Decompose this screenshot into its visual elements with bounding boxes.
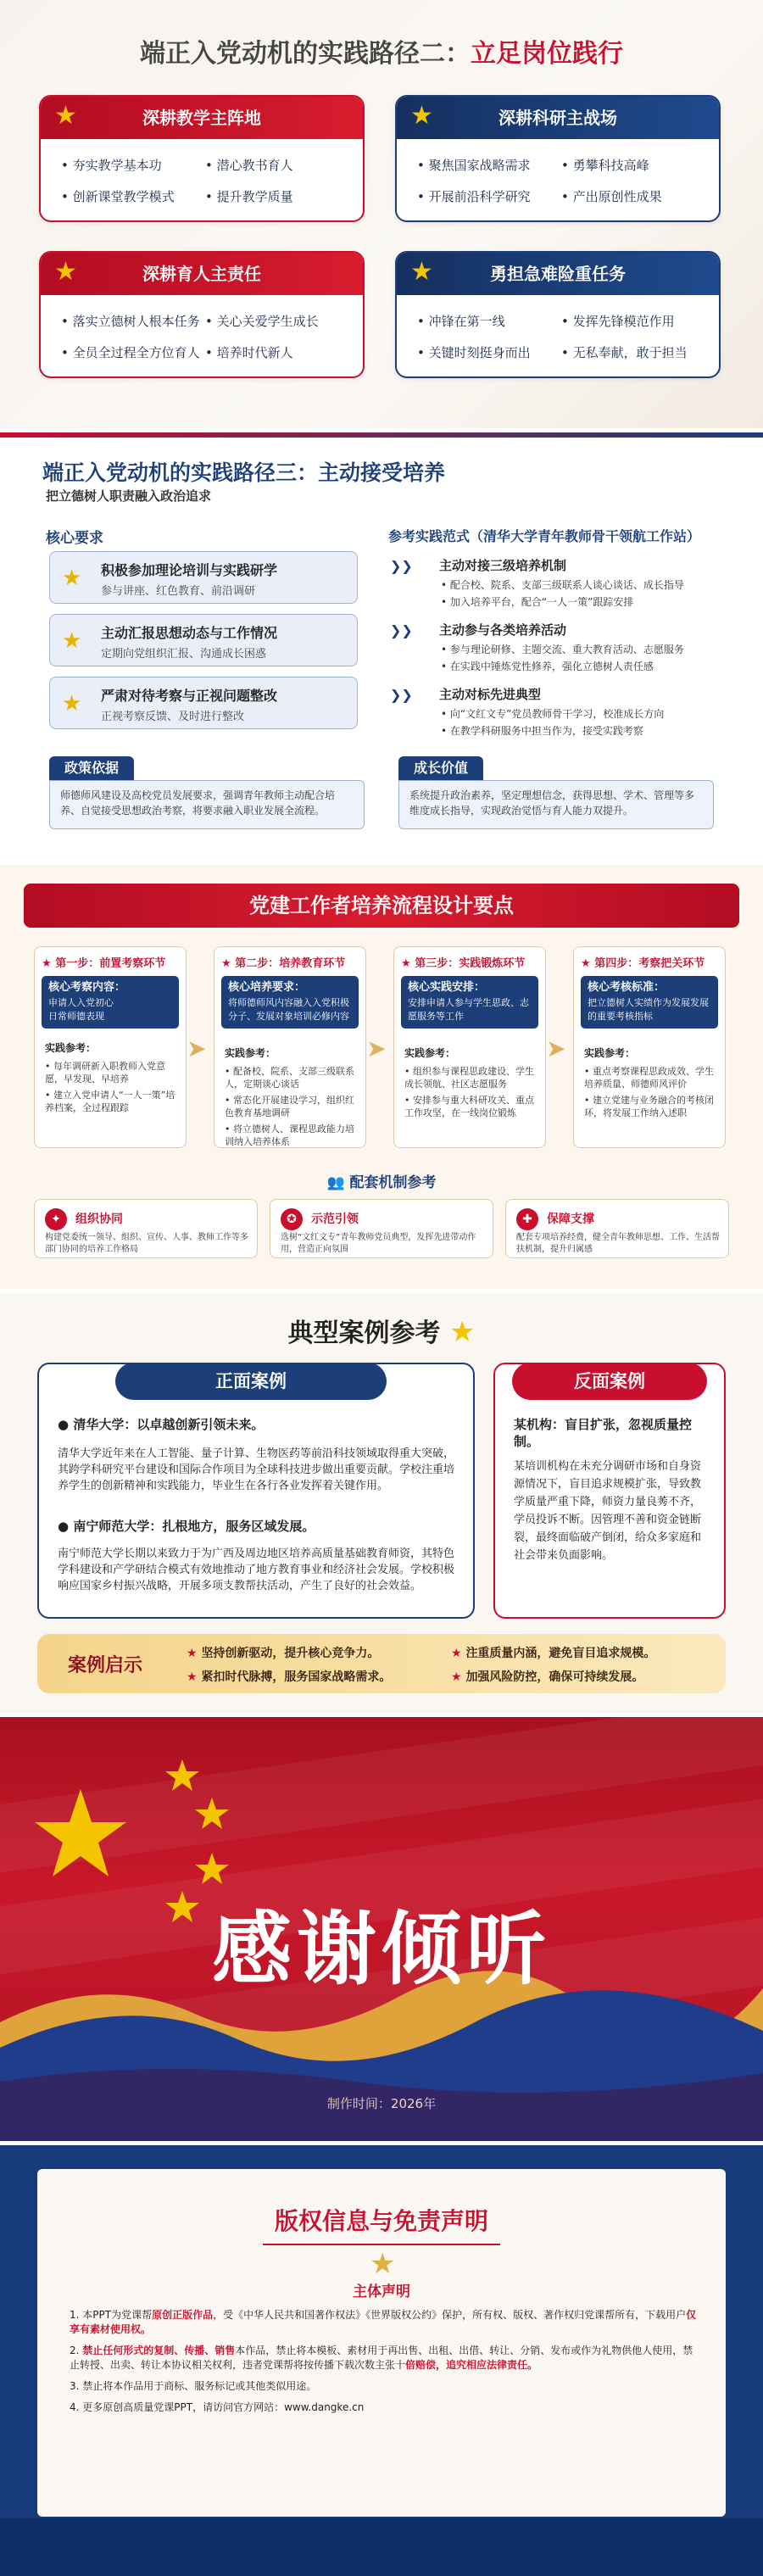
- requirement-item: ★ 严肃对待考察与正视问题整改 正视考察反馈、及时进行整改: [49, 677, 358, 729]
- large-star-icon: [35, 1789, 126, 1876]
- process-step: ★ 第三步：实践锻炼环节 核心实践安排： 安排申请人参与学生思政、志愿服务等工作 实践参考： • 组织参与课程思政建设、学生成长领航、社区志愿服务 • 安排参与重大科研攻关、重点工作攻坚，在一线岗位锻炼: [393, 946, 546, 1148]
- small-star-icon: [165, 1759, 199, 1791]
- mechanism-card: ✪ 示范引领 选树“文红文专”青年教师党员典型，发挥先进带动作用，营造正向氛围: [270, 1199, 493, 1258]
- process-step: ★ 第四步：考察把关环节 核心考核标准： 把立德树人实绩作为发展发展的重要考核指标 实践参考： • 重点考察课程思政成效、学生培养质量、师德师风评价 • 建立党建与业务融合的考核闭环，将发展工作纳入述职: [573, 946, 726, 1148]
- card-item: • 产出原创性成果: [561, 187, 705, 205]
- case-lessons: 案例启示 ★ 坚持创新驱动，提升核心竞争力。 ★ 注重质量内涵，避免盲目追求规模。 ★ 紧扣时代脉搏，服务国家战略需求。 ★ 加强风险防控，确保可持续发展。: [37, 1634, 726, 1693]
- slide-practice-path-two: [0, 0, 763, 428]
- term-item: 1. 本PPT为党课帮原创正版作品，受《中华人民共和国著作权法》《世界版权公约》保护，所有权、版权、著作权归党课帮所有，下载用户仅享有素材使用权。: [70, 2309, 697, 2335]
- practice-card-teaching: ★ 深耕教学主阵地 • 夯实教学基本功 • 潜心教书育人 • 创新课堂教学模式 • 提升教学质量: [39, 95, 365, 222]
- star-icon: ★: [62, 691, 82, 716]
- mechanism-heading: 👥 配套机制参考: [326, 1174, 437, 1191]
- shield-icon: ✚: [516, 1208, 538, 1230]
- case-bullet: ●: [58, 1417, 74, 1432]
- copyright-subtitle: 主体声明: [353, 2283, 410, 2300]
- card-item: • 聚焦国家战略需求: [417, 156, 561, 174]
- negative-case-card: 反面案例 某机构：盲目扩张，忽视质量控制。 某培训机构在未充分调研市场和自身资源情况下，盲目追求规模扩张，导致教学质量严重下降，师资力量良莠不齐，学员投诉不断。因管理不善和资金链断裂，最终面临破产倒闭，给众多家庭和社会带来负面影响。: [493, 1363, 726, 1619]
- term-item: 4. 更多原创高质量党课PPT，请访问官方网站：www.dangke.cn: [70, 2401, 365, 2413]
- thanks-text: 感谢倾听: [211, 1904, 551, 1996]
- card-item: • 冲锋在第一线: [417, 312, 561, 330]
- card-item: • 开展前沿科学研究: [417, 187, 561, 205]
- small-star-icon: [195, 1853, 229, 1884]
- star-icon: ★: [62, 628, 82, 654]
- arrow-right-icon: ➤: [187, 1034, 207, 1062]
- chevron-right-icon: ❯❯: [390, 687, 413, 703]
- star-icon: ★: [221, 957, 231, 970]
- slide3-title: 党建工作者培养流程设计要点: [24, 884, 739, 928]
- practice-card-education: ★ 深耕育人主责任 • 落实立德树人根本任务 • 关心关爱学生成长 • 全员全过程全方位育人 • 培养时代新人: [39, 251, 365, 378]
- card-item: • 勇攀科技高峰: [561, 156, 705, 174]
- footer-band: [0, 2518, 763, 2576]
- practice-item: ❯❯ 主动对标先进典型 • 向“文红文专”党员教师骨干学习，校准成长方向 • 在教学科研服务中担当作为，接受实践考察: [390, 685, 729, 739]
- arrow-right-icon: ➤: [366, 1034, 387, 1062]
- star-icon: ★: [410, 101, 433, 131]
- practice-item: ❯❯ 主动对接三级培养机制 • 配合校、院系、支部三级联系人谈心谈话、成长指导 • 加入培养平台，配合“一人一策”跟踪安排: [390, 556, 729, 611]
- created-date: 制作时间：2026年: [326, 2096, 437, 2111]
- requirement-item: ★ 积极参加理论培训与实践研学 参与讲座、红色教育、前沿调研: [49, 551, 358, 604]
- slide-practice-path-three: [0, 432, 763, 861]
- card-item: • 潜心教书育人: [205, 156, 349, 174]
- card-item: • 落实立德树人根本任务: [61, 312, 205, 330]
- star-icon: ★: [62, 566, 82, 591]
- practice-card-tasks: ★ 勇担急难险重任务 • 冲锋在第一线 • 发挥先锋模范作用 • 关键时刻挺身而出 • 无私奉献，敢于担当: [395, 251, 721, 378]
- slide2-subtitle: 把立德树人职责融入政治追求: [46, 488, 212, 504]
- growth-label: 成长价值: [398, 756, 483, 780]
- star-icon: ★: [54, 101, 77, 131]
- requirements-heading: 核心要求: [46, 530, 103, 547]
- people-icon: 👥: [326, 1174, 345, 1191]
- mechanism-card: ✦ 组织协同 构建党委统一领导、组织、宣传、人事、教师工作等多部门协同的培养工作格局: [34, 1199, 258, 1258]
- copyright-terms: [70, 2308, 697, 2422]
- copyright-panel: [37, 2169, 726, 2517]
- small-star-icon: [195, 1798, 229, 1829]
- star-icon: ★: [370, 2247, 396, 2281]
- requirement-item: ★ 主动汇报思想动态与工作情况 定期向党组织汇报、沟通成长困惑: [49, 614, 358, 666]
- card-item: • 提升教学质量: [205, 187, 349, 205]
- practice-card-research: ★ 深耕科研主战场 • 聚焦国家战略需求 • 勇攀科技高峰 • 开展前沿科学研究 • 产出原创性成果: [395, 95, 721, 222]
- card-item: • 无私奉献，敢于担当: [561, 343, 705, 361]
- practice-item: ❯❯ 主动参与各类培养活动 • 参与理论研修、主题交流、重大教育活动、志愿服务 • 在实践中锤炼党性修养，强化立德树人责任感: [390, 621, 729, 675]
- policy-text: 师德师风建设及高校党员发展要求，强调青年教师主动配合培养、自觉接受思想政治考察，将要求融入职业发展全流程。: [49, 780, 365, 829]
- star-icon: ★: [42, 957, 52, 970]
- star-icon: ★: [54, 257, 77, 287]
- chevron-right-icon: ❯❯: [390, 558, 413, 574]
- arrow-right-icon: ➤: [546, 1034, 566, 1062]
- star-icon: ★: [581, 957, 591, 970]
- star-icon: ★: [448, 1315, 476, 1349]
- slide-copyright: [0, 2145, 763, 2576]
- copyright-title: 版权信息与免责声明: [37, 2203, 726, 2245]
- practice-heading: 参考实践范式（清华大学青年教师骨干领航工作站）: [388, 528, 701, 544]
- slide1-title: 端正入党动机的实践路径二：立足岗位践行: [140, 39, 623, 69]
- trophy-icon: ✪: [281, 1208, 303, 1230]
- slide-thanks: [0, 1717, 763, 2141]
- positive-case-card: 正面案例 ● 清华大学：以卓越创新引领未来。 清华大学近年来在人工智能、量子计算、生物医药等前沿科技领域取得重大突破，其跨学科研究平台建设和国际合作项目为全球科技进步做出重要贡献。学校注重培养学生的创新精神和实践能力，毕业生在各行各业发挥着关键作用。 ● 南宁师范大学：扎根地方，服务区域发展。 南宁师范大学长期以来致力于为广西及周边地区培养高质量基础教育师资，其特色学科建设和产学研结合模式有效地推动了地方教育事业和经济社会发展。学校积极响应国家乡村振兴战略，开展多项支教帮扶活动，产生了良好的社会效益。: [37, 1363, 475, 1619]
- star-icon: ★: [401, 957, 411, 970]
- slide4-title: 典型案例参考 ★: [287, 1315, 476, 1349]
- slide2-title: 端正入党动机的实践路径三：主动接受培养: [42, 460, 446, 485]
- star-icon: ★: [410, 257, 433, 287]
- negative-case-label: 反面案例: [512, 1363, 707, 1400]
- slide-case-studies: [0, 1293, 763, 1713]
- policy-label: 政策依据: [49, 756, 134, 780]
- slide-training-process: [0, 865, 763, 1289]
- card-item: • 夯实教学基本功: [61, 156, 205, 174]
- top-accent-bar: [0, 432, 763, 438]
- card-item: • 全员全过程全方位育人: [61, 343, 205, 361]
- growth-text: 系统提升政治素养，坚定理想信念，获得思想、学术、管理等多维度成长指导，实现政治觉悟与育人能力双提升。: [398, 780, 714, 829]
- card-item: • 培养时代新人: [205, 343, 349, 361]
- mechanism-card: ✚ 保障支撑 配套专项培养经费，健全青年教师思想、工作、生活帮扶机制，提升归属感: [505, 1199, 729, 1258]
- process-step: ★ 第一步：前置考察环节 核心考察内容： 申请人入党初心 日常师德表现 实践参考： • 每年调研新入职教师入党意愿，早发现、早培养 • 建立入党申请人“一人一策”培养档案，全过程跟踪: [34, 946, 187, 1148]
- handshake-icon: ✦: [45, 1208, 67, 1230]
- positive-case-label: 正面案例: [115, 1363, 387, 1400]
- chevron-right-icon: ❯❯: [390, 622, 413, 638]
- card-item: • 发挥先锋模范作用: [561, 312, 705, 330]
- card-item: • 创新课堂教学模式: [61, 187, 205, 205]
- term-item: 3. 禁止将本作品用于商标、服务标记或其他类似用途。: [70, 2380, 317, 2392]
- term-item: 2. 禁止任何形式的复制、传播、销售本作品，禁止将本模板、素材用于再出售、出租、出借、转让、分销、发布或作为礼物供他人使用，禁止转授、出卖、转让本协议相关权利，违者党课帮将按传播下载次数主张十倍赔偿，追究相应法律责任。: [70, 2345, 693, 2371]
- process-step: ★ 第二步：培养教育环节 核心培养要求： 将师德师风内容融入入党积极分子、发展对象培训必修内容 实践参考： • 配备校、院系、支部三级联系人，定期谈心谈话 • 常态化开展建设学习，组织红色教育基地调研 • 将立德树人、课程思政能力培训纳入培养体系: [214, 946, 366, 1148]
- case-bullet: ●: [58, 1519, 74, 1534]
- card-item: • 关心关爱学生成长: [205, 312, 349, 330]
- card-item: • 关键时刻挺身而出: [417, 343, 561, 361]
